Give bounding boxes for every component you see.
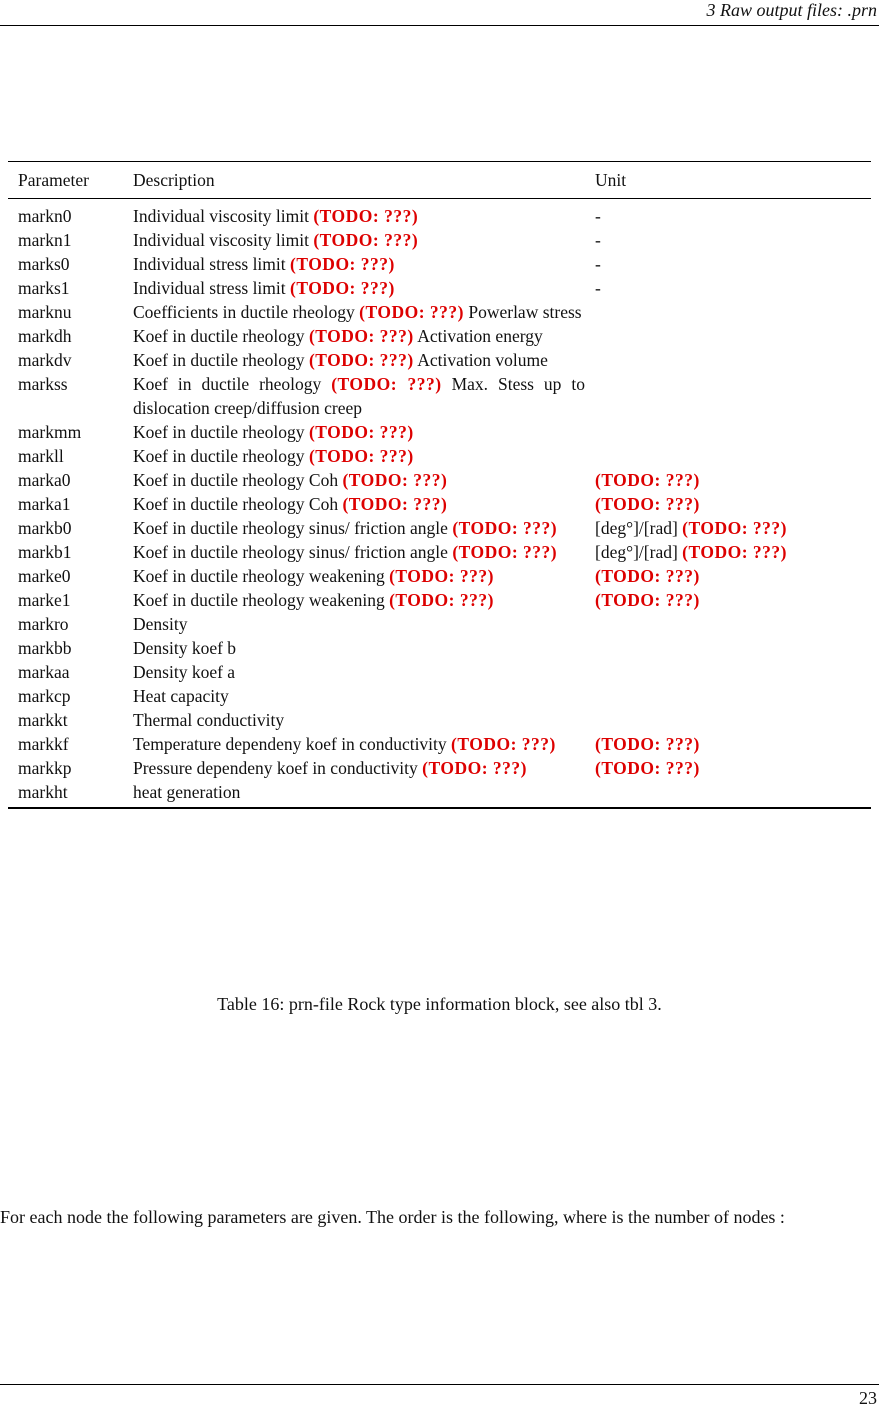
parameter-unit bbox=[585, 540, 871, 564]
unit-text: - bbox=[595, 254, 601, 274]
table-row bbox=[8, 612, 871, 636]
todo-marker: (TODO: ???) bbox=[595, 470, 700, 490]
unit-text: - bbox=[595, 230, 601, 250]
parameter-unit bbox=[585, 732, 871, 756]
parameter-unit bbox=[585, 684, 871, 708]
description-detail: Powerlaw stress bbox=[468, 302, 582, 322]
parameter-unit bbox=[585, 300, 871, 324]
table-row bbox=[8, 588, 871, 612]
parameter-name: markro bbox=[18, 614, 69, 634]
description-text: Individual viscosity limit bbox=[133, 206, 309, 226]
parameter-description bbox=[123, 228, 585, 252]
column-header-description: Description bbox=[133, 170, 215, 190]
parameter-name: marke0 bbox=[18, 566, 71, 586]
parameter-description bbox=[123, 732, 585, 756]
parameter-name: marks0 bbox=[18, 254, 70, 274]
description-text: Koef in ductile rheology bbox=[133, 326, 305, 346]
unit-text: [deg°]/[rad] bbox=[595, 542, 678, 562]
parameter-unit bbox=[585, 516, 871, 540]
parameter-unit bbox=[585, 636, 871, 660]
description-text: Individual stress limit bbox=[133, 254, 286, 274]
parameter-name: markaa bbox=[18, 662, 70, 682]
parameter-unit bbox=[585, 756, 871, 780]
parameter-unit bbox=[585, 199, 871, 229]
parameter-name: markht bbox=[18, 782, 68, 802]
parameter-unit bbox=[585, 612, 871, 636]
parameter-name: markdv bbox=[18, 350, 72, 370]
parameter-unit bbox=[585, 252, 871, 276]
description-text: Koef in ductile rheology bbox=[133, 350, 305, 370]
table-row bbox=[8, 540, 871, 564]
parameter-name: marknu bbox=[18, 302, 72, 322]
description-text: Density koef b bbox=[133, 638, 237, 658]
table-body bbox=[8, 199, 871, 809]
todo-marker: (TODO: ???) bbox=[313, 206, 419, 226]
parameter-unit bbox=[585, 348, 871, 372]
table-row bbox=[8, 300, 871, 324]
todo-marker: (TODO: ???) bbox=[290, 278, 395, 298]
todo-marker: (TODO: ???) bbox=[389, 566, 494, 586]
todo-marker: (TODO: ???) bbox=[313, 230, 419, 250]
parameter-unit bbox=[585, 780, 871, 808]
description-text: Density koef a bbox=[133, 662, 236, 682]
todo-marker: (TODO: ???) bbox=[359, 302, 464, 322]
parameter-description bbox=[123, 588, 585, 612]
todo-marker: (TODO: ???) bbox=[451, 734, 556, 754]
parameter-unit bbox=[585, 444, 871, 468]
parameter-name: markb0 bbox=[18, 518, 72, 538]
table-row bbox=[8, 492, 871, 516]
parameter-unit bbox=[585, 588, 871, 612]
unit-text: - bbox=[595, 206, 601, 226]
table-row bbox=[8, 372, 871, 420]
table-row bbox=[8, 324, 871, 348]
table-row bbox=[8, 564, 871, 588]
table-row bbox=[8, 276, 871, 300]
parameter-description bbox=[123, 324, 585, 348]
parameter-name: markmm bbox=[18, 422, 82, 442]
description-text: Individual viscosity limit bbox=[133, 230, 309, 250]
parameter-description bbox=[123, 348, 585, 372]
parameter-unit bbox=[585, 564, 871, 588]
parameter-name: markb1 bbox=[18, 542, 72, 562]
table-row bbox=[8, 516, 871, 540]
description-text: Density bbox=[133, 614, 188, 634]
todo-marker: (TODO: ???) bbox=[595, 566, 700, 586]
parameter-name: marks1 bbox=[18, 278, 70, 298]
running-title: 3 Raw output files: .prn bbox=[706, 0, 877, 20]
parameter-name: markdh bbox=[18, 326, 72, 346]
description-text: Individual stress limit bbox=[133, 278, 286, 298]
paragraph-text: For each node the following parameters are given. The order is the following, where is the number of nodes : bbox=[0, 1207, 785, 1227]
table-row bbox=[8, 780, 871, 808]
description-text: Pressure dependeny koef in conductivity bbox=[133, 758, 418, 778]
description-text: Koef in ductile rheology bbox=[133, 374, 322, 394]
parameter-name: marke1 bbox=[18, 590, 71, 610]
description-text: Koef in ductile rheology sinus/ friction angle bbox=[133, 518, 448, 538]
description-text: Koef in ductile rheology bbox=[133, 446, 305, 466]
table-row bbox=[8, 708, 871, 732]
parameter-name: marka1 bbox=[18, 494, 71, 514]
parameter-description bbox=[123, 444, 585, 468]
table-row bbox=[8, 468, 871, 492]
parameter-unit bbox=[585, 228, 871, 252]
description-text: heat generation bbox=[133, 782, 241, 802]
todo-marker: (TODO: ???) bbox=[308, 350, 414, 370]
parameter-name: markkp bbox=[18, 758, 72, 778]
description-text: Coefficients in ductile rheology bbox=[133, 302, 355, 322]
parameter-description bbox=[123, 276, 585, 300]
parameter-name: marka0 bbox=[18, 470, 71, 490]
todo-marker: (TODO: ???) bbox=[331, 374, 442, 394]
description-detail: Activation volume bbox=[417, 350, 548, 370]
todo-marker: (TODO: ???) bbox=[595, 494, 700, 514]
todo-marker: (TODO: ???) bbox=[422, 758, 527, 778]
parameter-description bbox=[123, 300, 585, 324]
parameter-unit bbox=[585, 372, 871, 420]
description-text: Koef in ductile rheology bbox=[133, 422, 305, 442]
todo-marker: (TODO: ???) bbox=[452, 542, 558, 562]
parameter-unit bbox=[585, 276, 871, 300]
todo-marker: (TODO: ???) bbox=[682, 518, 787, 538]
parameter-unit bbox=[585, 660, 871, 684]
table-row bbox=[8, 348, 871, 372]
todo-marker: (TODO: ???) bbox=[595, 734, 700, 754]
parameter-name: markbb bbox=[18, 638, 72, 658]
table-caption: Table 16: prn-file Rock type information block, see also tbl 3. bbox=[217, 994, 662, 1014]
body-paragraph bbox=[0, 1201, 879, 1233]
parameter-description bbox=[123, 199, 585, 229]
description-detail: Activation energy bbox=[417, 326, 543, 346]
todo-marker: (TODO: ???) bbox=[308, 326, 414, 346]
todo-marker: (TODO: ???) bbox=[308, 422, 414, 442]
todo-marker: (TODO: ???) bbox=[595, 758, 700, 778]
description-text: Thermal conductivity bbox=[133, 710, 285, 730]
todo-marker: (TODO: ???) bbox=[342, 470, 448, 490]
parameter-description bbox=[123, 420, 585, 444]
parameter-name: markkt bbox=[18, 710, 68, 730]
table-row bbox=[8, 420, 871, 444]
table-row bbox=[8, 252, 871, 276]
parameter-unit bbox=[585, 468, 871, 492]
unit-text: - bbox=[595, 278, 601, 298]
description-text: Heat capacity bbox=[133, 686, 229, 706]
unit-text: [deg°]/[rad] bbox=[595, 518, 678, 538]
parameter-description bbox=[123, 540, 585, 564]
parameter-name: markn0 bbox=[18, 206, 72, 226]
parameter-description bbox=[123, 708, 585, 732]
parameter-description bbox=[123, 780, 585, 808]
running-header bbox=[0, 0, 879, 26]
parameter-name: markkf bbox=[18, 734, 69, 754]
parameter-description bbox=[123, 660, 585, 684]
footer-rule bbox=[0, 1384, 879, 1385]
todo-marker: (TODO: ???) bbox=[389, 590, 494, 610]
table-row bbox=[8, 660, 871, 684]
parameter-description bbox=[123, 516, 585, 540]
parameter-description bbox=[123, 636, 585, 660]
parameter-table bbox=[8, 161, 871, 809]
parameter-description bbox=[123, 756, 585, 780]
todo-marker: (TODO: ???) bbox=[290, 254, 395, 274]
table-row bbox=[8, 732, 871, 756]
parameter-description bbox=[123, 684, 585, 708]
parameter-description bbox=[123, 564, 585, 588]
column-header-unit: Unit bbox=[595, 170, 627, 190]
todo-marker: (TODO: ???) bbox=[342, 494, 448, 514]
description-text: Koef in ductile rheology sinus/ friction angle bbox=[133, 542, 448, 562]
parameter-name: markcp bbox=[18, 686, 71, 706]
parameter-description bbox=[123, 468, 585, 492]
description-text: Koef in ductile rheology weakening bbox=[133, 566, 385, 586]
description-text: Koef in ductile rheology Coh bbox=[133, 494, 339, 514]
parameter-description bbox=[123, 612, 585, 636]
parameter-description bbox=[123, 252, 585, 276]
description-text: Temperature dependeny koef in conductivity bbox=[133, 734, 447, 754]
parameter-unit bbox=[585, 492, 871, 516]
parameter-name: markll bbox=[18, 446, 64, 466]
description-text: Koef in ductile rheology Coh bbox=[133, 470, 339, 490]
table-row bbox=[8, 444, 871, 468]
table-row bbox=[8, 684, 871, 708]
parameter-unit bbox=[585, 324, 871, 348]
table-row bbox=[8, 636, 871, 660]
parameter-description bbox=[123, 492, 585, 516]
table-row bbox=[8, 756, 871, 780]
todo-marker: (TODO: ???) bbox=[308, 446, 414, 466]
parameter-unit bbox=[585, 708, 871, 732]
table-row bbox=[8, 228, 871, 252]
todo-marker: (TODO: ???) bbox=[595, 590, 700, 610]
parameter-name: markss bbox=[18, 374, 68, 394]
parameter-description bbox=[123, 372, 585, 420]
todo-marker: (TODO: ???) bbox=[682, 542, 787, 562]
parameter-name: markn1 bbox=[18, 230, 72, 250]
table-header-row bbox=[8, 162, 871, 199]
column-header-parameter: Parameter bbox=[18, 170, 89, 190]
table-row bbox=[8, 199, 871, 229]
description-text: Koef in ductile rheology weakening bbox=[133, 590, 385, 610]
page-number: 23 bbox=[859, 1388, 877, 1408]
parameter-unit bbox=[585, 420, 871, 444]
description-detail: Max. Stess up to dislocation creep/diffusion creep bbox=[133, 374, 585, 418]
todo-marker: (TODO: ???) bbox=[452, 518, 558, 538]
